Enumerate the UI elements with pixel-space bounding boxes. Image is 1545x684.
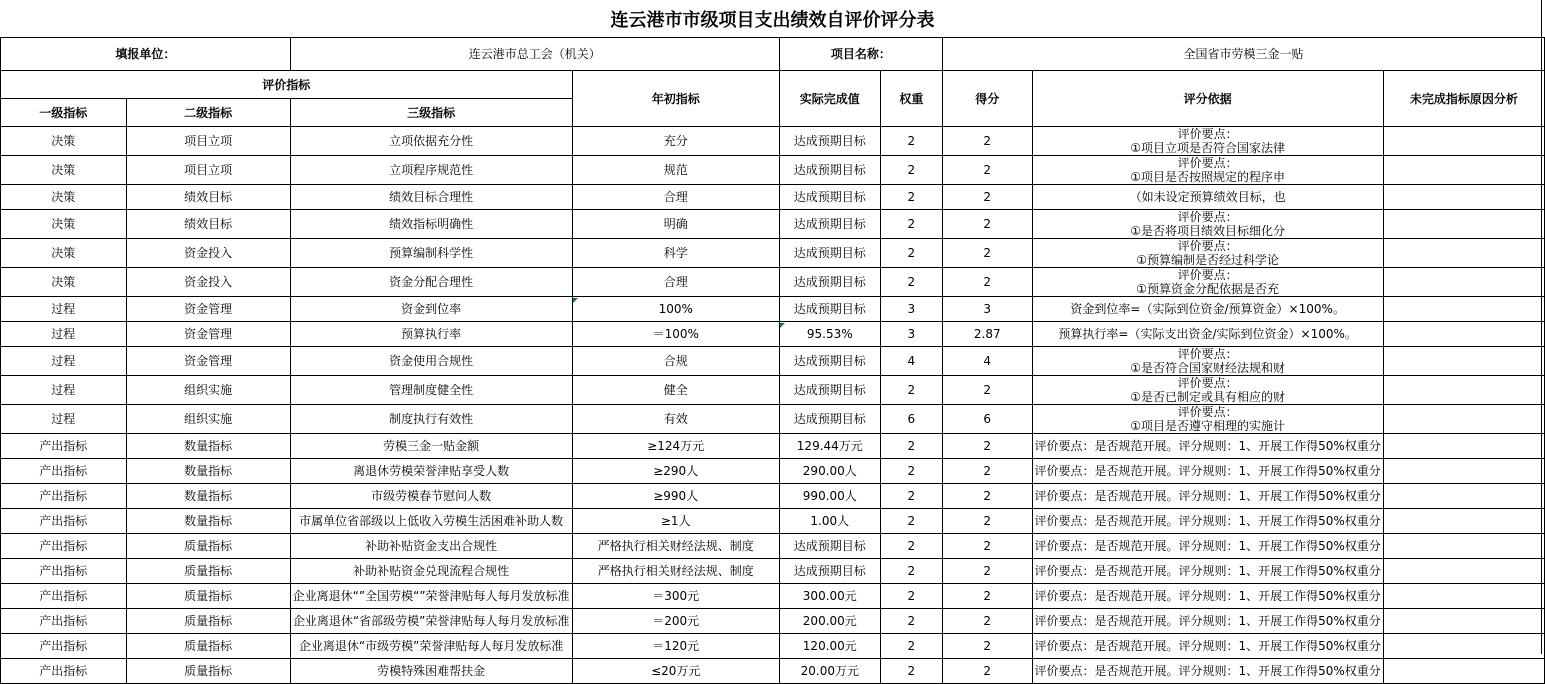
basis-cell[interactable]: 评价要点：是否规范开展。评分规则：1、开展工作得50%权重分 — [1032, 584, 1383, 609]
table-row — [1, 127, 1545, 156]
table-row — [1, 634, 1545, 659]
level3-cell[interactable]: 资金分配合理性 — [290, 268, 572, 297]
score-cell[interactable]: 2 — [942, 609, 1032, 634]
weight-cell[interactable]: 2 — [880, 534, 942, 559]
level3-cell[interactable]: 预算执行率 — [290, 322, 572, 347]
actual-cell[interactable]: 达成预期目标 — [779, 268, 880, 297]
actual-cell[interactable]: 290.00人 — [779, 459, 880, 484]
basis-cell[interactable]: 评价要点： ①项目立项是否符合国家法律 — [1032, 127, 1383, 156]
level2-header: 二级指标 — [126, 99, 290, 127]
target-cell[interactable]: ≤20万元 — [572, 659, 779, 684]
score-cell[interactable]: 2 — [942, 156, 1032, 185]
basis-cell[interactable]: 评价要点：是否规范开展。评分规则：1、开展工作得50%权重分 — [1032, 459, 1383, 484]
cell-note-marker — [573, 298, 578, 303]
score-cell[interactable]: 2 — [942, 127, 1032, 156]
actual-header: 实际完成值 — [779, 71, 880, 127]
level1-cell[interactable]: 过程 — [1, 347, 127, 376]
basis-cell[interactable]: 评价要点： ①项目是否遵守相理的实施计 — [1032, 405, 1383, 434]
level1-cell[interactable]: 产出指标 — [1, 609, 127, 634]
unit-value[interactable]: 连云港市总工会（机关） — [290, 38, 779, 71]
weight-cell[interactable]: 2 — [880, 459, 942, 484]
reason-cell[interactable] — [1383, 156, 1544, 185]
level3-cell[interactable]: 资金到位率 — [290, 297, 572, 322]
level2-cell[interactable]: 资金管理 — [126, 297, 290, 322]
level2-cell[interactable]: 质量指标 — [126, 609, 290, 634]
level1-header: 一级指标 — [1, 99, 127, 127]
table-row — [1, 484, 1545, 509]
weight-cell[interactable]: 2 — [880, 239, 942, 268]
level3-cell[interactable]: 企业离退休“省部级劳模”荣誉津贴每人每月发放标准 — [290, 609, 572, 634]
level1-cell[interactable]: 决策 — [1, 185, 127, 210]
basis-cell[interactable]: 评价要点：是否规范开展。评分规则：1、开展工作得50%权重分 — [1032, 484, 1383, 509]
table-row — [1, 509, 1545, 534]
table-row — [1, 405, 1545, 434]
score-cell[interactable]: 2 — [942, 268, 1032, 297]
score-cell[interactable]: 2 — [942, 559, 1032, 584]
target-cell[interactable]: 健全 — [572, 376, 779, 405]
weight-cell[interactable]: 3 — [880, 297, 942, 322]
weight-cell[interactable]: 2 — [880, 484, 942, 509]
project-label: 项目名称： — [779, 38, 942, 71]
level1-cell[interactable]: 过程 — [1, 376, 127, 405]
table-row — [1, 156, 1545, 185]
weight-cell[interactable]: 2 — [880, 509, 942, 534]
level3-header: 三级指标 — [290, 99, 572, 127]
table-row — [1, 459, 1545, 484]
actual-cell[interactable]: 1.00人 — [779, 509, 880, 534]
table-row — [1, 322, 1545, 347]
weight-cell[interactable]: 2 — [880, 584, 942, 609]
basis-cell[interactable]: 评价要点：是否规范开展。评分规则：1、开展工作得50%权重分 — [1032, 609, 1383, 634]
table-row — [1, 268, 1545, 297]
weight-cell[interactable]: 2 — [880, 210, 942, 239]
reason-cell[interactable] — [1383, 509, 1544, 534]
reason-cell[interactable] — [1383, 634, 1544, 659]
level1-cell[interactable]: 决策 — [1, 127, 127, 156]
level2-cell[interactable]: 组织实施 — [126, 405, 290, 434]
level3-cell[interactable]: 劳模三金一贴金额 — [290, 434, 572, 459]
table-row — [1, 609, 1545, 634]
level1-cell[interactable]: 产出指标 — [1, 584, 127, 609]
score-cell[interactable]: 2 — [942, 434, 1032, 459]
actual-cell[interactable]: 20.00万元 — [779, 659, 880, 684]
level2-cell[interactable]: 项目立项 — [126, 127, 290, 156]
level1-cell[interactable]: 产出指标 — [1, 509, 127, 534]
table-row — [1, 584, 1545, 609]
level3-cell[interactable]: 预算编制科学性 — [290, 239, 572, 268]
level3-cell[interactable]: 补助补贴资金支出合规性 — [290, 534, 572, 559]
reason-cell[interactable] — [1383, 185, 1544, 210]
target-cell[interactable]: 合理 — [572, 185, 779, 210]
actual-cell[interactable]: 990.00人 — [779, 484, 880, 509]
score-cell[interactable]: 2 — [942, 659, 1032, 684]
level1-cell[interactable]: 决策 — [1, 268, 127, 297]
level3-cell[interactable]: 离退休劳模荣誉津贴享受人数 — [290, 459, 572, 484]
target-cell[interactable]: ＝300元 — [572, 584, 779, 609]
table-row — [1, 534, 1545, 559]
level3-cell[interactable]: 企业离退休“”全国劳模“”荣誉津贴每人每月发放标准 — [290, 584, 572, 609]
level1-cell[interactable]: 产出指标 — [1, 534, 127, 559]
table-row — [1, 376, 1545, 405]
reason-header: 未完成指标原因分析 — [1383, 71, 1544, 127]
basis-cell[interactable]: 评价要点：是否规范开展。评分规则：1、开展工作得50%权重分 — [1032, 509, 1383, 534]
weight-cell[interactable]: 2 — [880, 434, 942, 459]
score-cell[interactable]: 2 — [942, 509, 1032, 534]
level2-cell[interactable]: 质量指标 — [126, 659, 290, 684]
reason-cell[interactable] — [1383, 534, 1544, 559]
basis-cell[interactable]: 资金到位率=（实际到位资金/预算资金）×100%。 — [1032, 297, 1383, 322]
reason-cell[interactable] — [1383, 239, 1544, 268]
indicators-header: 评价指标 — [1, 71, 573, 99]
level1-cell[interactable]: 过程 — [1, 322, 127, 347]
sheet-title: 连云港市市级项目支出绩效自评价评分表 — [610, 9, 935, 31]
reason-cell[interactable] — [1383, 322, 1544, 347]
reason-cell[interactable] — [1383, 584, 1544, 609]
cell-note-marker — [780, 323, 785, 328]
actual-cell[interactable]: 达成预期目标 — [779, 347, 880, 376]
actual-cell[interactable]: 达成预期目标 — [779, 376, 880, 405]
level1-cell[interactable]: 产出指标 — [1, 434, 127, 459]
target-cell[interactable]: ≥990人 — [572, 484, 779, 509]
basis-cell[interactable]: 评价要点： ①是否符合国家财经法规和财 — [1032, 347, 1383, 376]
weight-cell[interactable]: 2 — [880, 127, 942, 156]
basis-cell[interactable]: 评价要点： ①是否将项目绩效目标细化分 — [1032, 210, 1383, 239]
level1-cell[interactable]: 决策 — [1, 156, 127, 185]
reason-cell[interactable] — [1383, 127, 1544, 156]
level2-cell[interactable]: 质量指标 — [126, 634, 290, 659]
level1-cell[interactable]: 产出指标 — [1, 559, 127, 584]
level2-cell[interactable]: 资金投入 — [126, 268, 290, 297]
actual-cell[interactable]: 95.53% — [779, 322, 880, 347]
table-row — [1, 659, 1545, 684]
weight-cell[interactable]: 6 — [880, 405, 942, 434]
score-cell[interactable]: 4 — [942, 347, 1032, 376]
level2-cell[interactable]: 项目立项 — [126, 156, 290, 185]
table-row — [1, 434, 1545, 459]
score-cell[interactable]: 2.87 — [942, 322, 1032, 347]
score-cell[interactable]: 2 — [942, 239, 1032, 268]
level3-cell[interactable]: 立项依据充分性 — [290, 127, 572, 156]
level3-cell[interactable]: 绩效目标合理性 — [290, 185, 572, 210]
target-cell[interactable]: 规范 — [572, 156, 779, 185]
weight-cell[interactable]: 2 — [880, 376, 942, 405]
reason-cell[interactable] — [1383, 268, 1544, 297]
actual-cell[interactable]: 达成预期目标 — [779, 210, 880, 239]
weight-cell[interactable]: 3 — [880, 322, 942, 347]
target-cell[interactable]: ≥1人 — [572, 509, 779, 534]
basis-cell[interactable]: 评价要点： ①预算编制是否经过科学论 — [1032, 239, 1383, 268]
actual-cell[interactable]: 达成预期目标 — [779, 127, 880, 156]
weight-cell[interactable]: 2 — [880, 185, 942, 210]
target-cell[interactable]: ＝120元 — [572, 634, 779, 659]
basis-cell[interactable]: 预算执行率=（实际支出资金/实际到位资金）×100%。 — [1032, 322, 1383, 347]
score-cell[interactable]: 2 — [942, 534, 1032, 559]
table-row — [1, 559, 1545, 584]
score-cell[interactable]: 2 — [942, 185, 1032, 210]
basis-cell[interactable]: 评价要点：是否规范开展。评分规则：1、开展工作得50%权重分 — [1032, 634, 1383, 659]
target-cell[interactable]: ≥290人 — [572, 459, 779, 484]
weight-header: 权重 — [880, 71, 942, 127]
basis-cell[interactable]: 评价要点： ①预算资金分配依据是否充 — [1032, 268, 1383, 297]
evaluation-table — [0, 37, 1545, 684]
level3-cell[interactable]: 制度执行有效性 — [290, 405, 572, 434]
level1-cell[interactable]: 过程 — [1, 297, 127, 322]
target-cell[interactable]: 100% — [572, 297, 779, 322]
reason-cell[interactable] — [1383, 376, 1544, 405]
level2-cell[interactable]: 资金管理 — [126, 347, 290, 376]
level3-cell[interactable]: 劳模特殊困难帮扶金 — [290, 659, 572, 684]
reason-cell[interactable] — [1383, 434, 1544, 459]
level2-cell[interactable]: 数量指标 — [126, 434, 290, 459]
level1-cell[interactable]: 产出指标 — [1, 484, 127, 509]
reason-cell[interactable] — [1383, 609, 1544, 634]
actual-cell[interactable]: 达成预期目标 — [779, 559, 880, 584]
score-cell[interactable]: 2 — [942, 376, 1032, 405]
target-cell[interactable]: 科学 — [572, 239, 779, 268]
target-cell[interactable]: 严格执行相关财经法规、制度 — [572, 559, 779, 584]
target-cell[interactable]: 有效 — [572, 405, 779, 434]
weight-cell[interactable]: 2 — [880, 634, 942, 659]
table-row — [1, 347, 1545, 376]
level2-cell[interactable]: 数量指标 — [126, 509, 290, 534]
target-cell[interactable]: ＝100% — [572, 322, 779, 347]
level3-cell[interactable]: 企业离退休“市级劳模”荣誉津贴每人每月发放标准 — [290, 634, 572, 659]
level2-cell[interactable]: 绩效目标 — [126, 210, 290, 239]
table-row — [1, 239, 1545, 268]
weight-cell[interactable]: 2 — [880, 156, 942, 185]
score-cell[interactable]: 2 — [942, 484, 1032, 509]
weight-cell[interactable]: 2 — [880, 268, 942, 297]
info-row — [1, 38, 1545, 71]
target-cell[interactable]: 合理 — [572, 268, 779, 297]
header-row-1 — [1, 71, 1545, 99]
level2-cell[interactable]: 质量指标 — [126, 534, 290, 559]
level2-cell[interactable]: 质量指标 — [126, 584, 290, 609]
basis-header: 评分依据 — [1032, 71, 1383, 127]
level2-cell[interactable]: 数量指标 — [126, 484, 290, 509]
sheet-right-border — [1541, 0, 1542, 654]
level3-cell[interactable]: 管理制度健全性 — [290, 376, 572, 405]
level2-cell[interactable]: 资金投入 — [126, 239, 290, 268]
level1-cell[interactable]: 产出指标 — [1, 659, 127, 684]
target-cell[interactable]: ＝200元 — [572, 609, 779, 634]
reason-cell[interactable] — [1383, 559, 1544, 584]
reason-cell[interactable] — [1383, 405, 1544, 434]
actual-cell[interactable]: 120.00元 — [779, 634, 880, 659]
level1-cell[interactable]: 产出指标 — [1, 459, 127, 484]
score-cell[interactable]: 3 — [942, 297, 1032, 322]
actual-cell[interactable]: 达成预期目标 — [779, 185, 880, 210]
basis-cell[interactable]: 评价要点：是否规范开展。评分规则：1、开展工作得50%权重分 — [1032, 659, 1383, 684]
weight-cell[interactable]: 4 — [880, 347, 942, 376]
table-row — [1, 297, 1545, 322]
score-cell[interactable]: 2 — [942, 459, 1032, 484]
level1-cell[interactable]: 决策 — [1, 210, 127, 239]
project-value[interactable]: 全国省市劳模三金一贴 — [942, 38, 1544, 71]
level3-cell[interactable]: 市属单位省部级以上低收入劳模生活困难补助人数 — [290, 509, 572, 534]
level3-cell[interactable]: 市级劳模春节慰问人数 — [290, 484, 572, 509]
actual-cell[interactable]: 200.00元 — [779, 609, 880, 634]
reason-cell[interactable] — [1383, 459, 1544, 484]
actual-cell[interactable]: 129.44万元 — [779, 434, 880, 459]
unit-label: 填报单位： — [1, 38, 291, 71]
level3-cell[interactable]: 绩效指标明确性 — [290, 210, 572, 239]
level2-cell[interactable]: 资金管理 — [126, 322, 290, 347]
actual-cell[interactable]: 达成预期目标 — [779, 156, 880, 185]
basis-cell[interactable]: （如未设定预算绩效目标，也 — [1032, 185, 1383, 210]
target-cell[interactable]: 合规 — [572, 347, 779, 376]
basis-cell[interactable]: 评价要点： ①是否已制定或具有相应的财 — [1032, 376, 1383, 405]
target-cell[interactable]: 严格执行相关财经法规、制度 — [572, 534, 779, 559]
basis-cell[interactable]: 评价要点：是否规范开展。评分规则：1、开展工作得50%权重分 — [1032, 534, 1383, 559]
score-cell[interactable]: 2 — [942, 634, 1032, 659]
basis-cell[interactable]: 评价要点：是否规范开展。评分规则：1、开展工作得50%权重分 — [1032, 559, 1383, 584]
level2-cell[interactable]: 组织实施 — [126, 376, 290, 405]
basis-cell[interactable]: 评价要点： ①项目是否按照规定的程序申 — [1032, 156, 1383, 185]
level2-cell[interactable]: 数量指标 — [126, 459, 290, 484]
target-cell[interactable]: 明确 — [572, 210, 779, 239]
level1-cell[interactable]: 决策 — [1, 239, 127, 268]
table-row — [1, 210, 1545, 239]
actual-cell[interactable]: 达成预期目标 — [779, 239, 880, 268]
actual-cell[interactable]: 达成预期目标 — [779, 534, 880, 559]
table-row — [1, 185, 1545, 210]
score-cell[interactable]: 2 — [942, 584, 1032, 609]
level3-cell[interactable]: 补助补贴资金兑现流程合规性 — [290, 559, 572, 584]
actual-cell[interactable]: 达成预期目标 — [779, 405, 880, 434]
reason-cell[interactable] — [1383, 484, 1544, 509]
level3-cell[interactable]: 立项程序规范性 — [290, 156, 572, 185]
score-header: 得分 — [942, 71, 1032, 127]
weight-cell[interactable]: 2 — [880, 559, 942, 584]
reason-cell[interactable] — [1383, 347, 1544, 376]
target-cell[interactable]: 充分 — [572, 127, 779, 156]
reason-cell[interactable] — [1383, 210, 1544, 239]
level1-cell[interactable]: 产出指标 — [1, 634, 127, 659]
reason-cell[interactable] — [1383, 297, 1544, 322]
level1-cell[interactable]: 过程 — [1, 405, 127, 434]
target-header: 年初指标 — [572, 71, 779, 127]
actual-cell[interactable]: 300.00元 — [779, 584, 880, 609]
weight-cell[interactable]: 2 — [880, 609, 942, 634]
target-cell[interactable]: ≥124万元 — [572, 434, 779, 459]
score-cell[interactable]: 6 — [942, 405, 1032, 434]
score-cell[interactable]: 2 — [942, 210, 1032, 239]
basis-cell[interactable]: 评价要点：是否规范开展。评分规则：1、开展工作得50%权重分 — [1032, 434, 1383, 459]
level2-cell[interactable]: 质量指标 — [126, 559, 290, 584]
level3-cell[interactable]: 资金使用合规性 — [290, 347, 572, 376]
reason-cell[interactable] — [1383, 659, 1544, 684]
level2-cell[interactable]: 绩效目标 — [126, 185, 290, 210]
weight-cell[interactable]: 2 — [880, 659, 942, 684]
actual-cell[interactable]: 达成预期目标 — [779, 297, 880, 322]
